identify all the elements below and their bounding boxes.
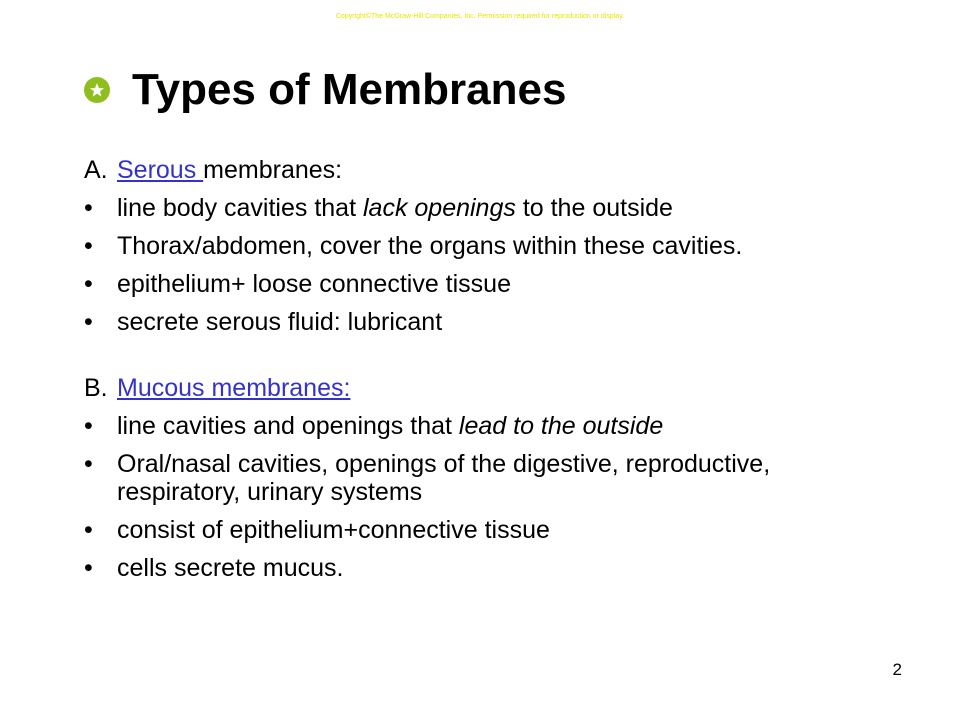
- list-item: • Oral/nasal cavities, openings of the digestive, reproductive, respiratory, urinary systems: [84, 450, 771, 506]
- section-a-letter: A.: [84, 156, 108, 184]
- list-item: • secrete serous fluid: lubricant: [84, 308, 443, 336]
- list-item: • Thorax/abdomen, cover the organs within these cavities.: [84, 232, 743, 260]
- list-item: • line cavities and openings that lead to the outside: [84, 412, 664, 440]
- bullet: •: [84, 194, 93, 222]
- bullet: •: [84, 308, 93, 336]
- bullet: •: [84, 554, 93, 582]
- bullet: •: [84, 232, 93, 260]
- star-icon: [84, 77, 110, 103]
- mucous-membranes-link[interactable]: Mucous membranes:: [117, 374, 351, 402]
- list-item: • consist of epithelium+connective tissue: [84, 516, 550, 544]
- copyright-notice: Copyright©The McGraw-Hill Companies, Inc. Permission required for reproduction or display.: [335, 13, 625, 20]
- bullet: •: [84, 412, 93, 440]
- page-number: 2: [892, 660, 902, 679]
- emphasis-text: lack openings: [362, 194, 516, 222]
- bullet: •: [84, 450, 93, 478]
- list-item: • cells secrete mucus.: [84, 554, 344, 582]
- title-row: [84, 64, 566, 116]
- section-a-heading-rest: membranes:: [203, 156, 343, 184]
- section-spacer: [84, 346, 880, 374]
- bullet: •: [84, 516, 93, 544]
- serous-link[interactable]: Serous: [117, 156, 204, 184]
- section-b-heading: [84, 374, 880, 402]
- slide-body: [84, 156, 880, 592]
- list-item: • epithelium+ loose connective tissue: [84, 270, 511, 298]
- slide-title: Types of Membranes: [132, 65, 567, 114]
- list-item: • line body cavities that lack openings to the outside: [84, 194, 673, 222]
- section-b-letter: B.: [84, 374, 108, 402]
- bullet: •: [84, 270, 93, 298]
- section-a-heading: [84, 156, 880, 184]
- emphasis-text: lead to the outside: [458, 412, 664, 440]
